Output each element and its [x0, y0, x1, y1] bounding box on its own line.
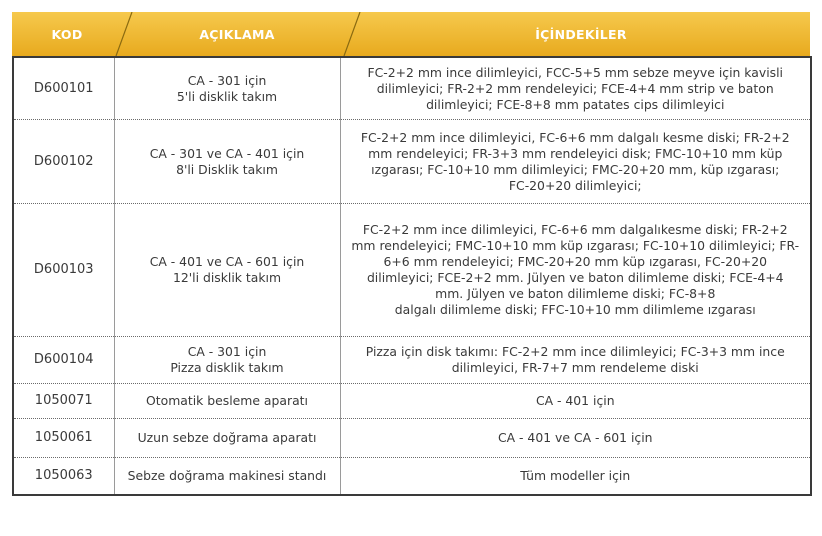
aciklama-line: 5'li disklik takım [176, 88, 278, 104]
header-aciklama: AÇIKLAMA [199, 26, 275, 42]
icindekiler-line: mm. Jülyen ve baton dilimleme diski; FC-8+8 [435, 286, 716, 301]
header-kod: KOD [51, 26, 83, 42]
table-row [13, 204, 811, 337]
icindekiler-line: dilimleyici; FCE-8+8 mm patates cips dilimleyici [426, 96, 725, 112]
icindekiler-line: dilimleyici; FCE-2+2 mm. Jülyen ve baton dilimleme diski; FCE-4+4 [366, 270, 784, 285]
aciklama-line: Pizza disklik takım [170, 360, 284, 375]
table-header [12, 12, 810, 56]
cell-kod: 1050063 [13, 458, 114, 496]
cell-aciklama [114, 120, 340, 204]
header-icindekiler: İÇİNDEKİLER [535, 26, 627, 42]
icindekiler-line: CA - 401 için [535, 393, 615, 408]
cell-aciklama [114, 384, 340, 419]
cell-icindekiler [340, 120, 811, 204]
cell-aciklama [114, 204, 340, 337]
aciklama-line: Sebze doğrama makinesi standı [127, 468, 327, 483]
table-body [12, 56, 812, 496]
cell-aciklama [114, 337, 340, 384]
icindekiler-line: mm rendeleyici; FR-3+3 mm rendeleyici disk; FMC-10+10 mm küp [368, 145, 783, 161]
icindekiler-line: mm rendeleyici; FMC-10+10 mm küp ızgarası; FC-10+10 dilimleyici; FR- [351, 238, 800, 253]
cell-kod: D600101 [13, 57, 114, 120]
icindekiler-line: FC-20+20 dilimleyici; [508, 177, 642, 193]
table-row [13, 419, 811, 458]
icindekiler-line: dilimleyici, FR-7+7 mm rendeleme diski [451, 360, 699, 375]
aciklama-line: 12'li disklik takım [172, 270, 282, 285]
cell-icindekiler [340, 458, 811, 496]
cell-kod: D600102 [13, 120, 114, 204]
icindekiler-line: dalgalı dilimleme diski; FFC-10+10 mm dilimleme ızgarası [394, 302, 756, 317]
icindekiler-line: dilimleyici; FR-2+2 mm rendeleyici; FCE-4+4 mm strip ve baton [376, 80, 774, 96]
cell-icindekiler [340, 204, 811, 337]
aciklama-line: 8'li Disklik takım [176, 161, 278, 177]
table-row [13, 337, 811, 384]
icindekiler-line: CA - 401 ve CA - 601 için [497, 430, 653, 445]
icindekiler-line: ızgarası; FC-10+10 mm dilimleyici; FMC-20+20 mm, küp ızgarası; [371, 161, 780, 177]
icindekiler-line: Pizza için disk takımı: FC-2+2 mm ince dilimleyici; FC-3+3 mm ince [365, 344, 785, 359]
aciklama-line: Otomatik besleme aparatı [146, 393, 308, 408]
cell-icindekiler [340, 57, 811, 120]
icindekiler-line: 6+6 mm rendeleyici; FMC-20+20 mm küp ızgarası, FC-20+20 [383, 254, 768, 269]
cell-icindekiler [340, 337, 811, 384]
aciklama-line: CA - 301 için [187, 72, 267, 88]
product-table [12, 12, 810, 496]
icindekiler-line: FC-2+2 mm ince dilimleyici, FCC-5+5 mm sebze meyve için kavisli [367, 64, 783, 80]
aciklama-line: Uzun sebze doğrama aparatı [137, 430, 317, 445]
table-row [13, 458, 811, 496]
icindekiler-line: FC-2+2 mm ince dilimleyici, FC-6+6 mm dalgalı kesme diski; FR-2+2 [360, 129, 790, 145]
cell-aciklama [114, 458, 340, 496]
table-row [13, 120, 811, 204]
cell-kod: 1050061 [13, 419, 114, 458]
cell-kod: D600103 [13, 204, 114, 337]
aciklama-line: CA - 301 için [187, 344, 267, 359]
table-row [13, 57, 811, 120]
aciklama-line: CA - 401 ve CA - 601 için [149, 254, 305, 269]
cell-kod: D600104 [13, 337, 114, 384]
icindekiler-line: Tüm modeller için [520, 468, 631, 483]
cell-aciklama [114, 57, 340, 120]
icindekiler-line: FC-2+2 mm ince dilimleyici, FC-6+6 mm dalgalıkesme diski; FR-2+2 [362, 222, 788, 237]
cell-kod: 1050071 [13, 384, 114, 419]
cell-icindekiler [340, 419, 811, 458]
table-row [13, 384, 811, 419]
aciklama-line: CA - 301 ve CA - 401 için [149, 145, 305, 161]
cell-icindekiler [340, 384, 811, 419]
cell-aciklama [114, 419, 340, 458]
